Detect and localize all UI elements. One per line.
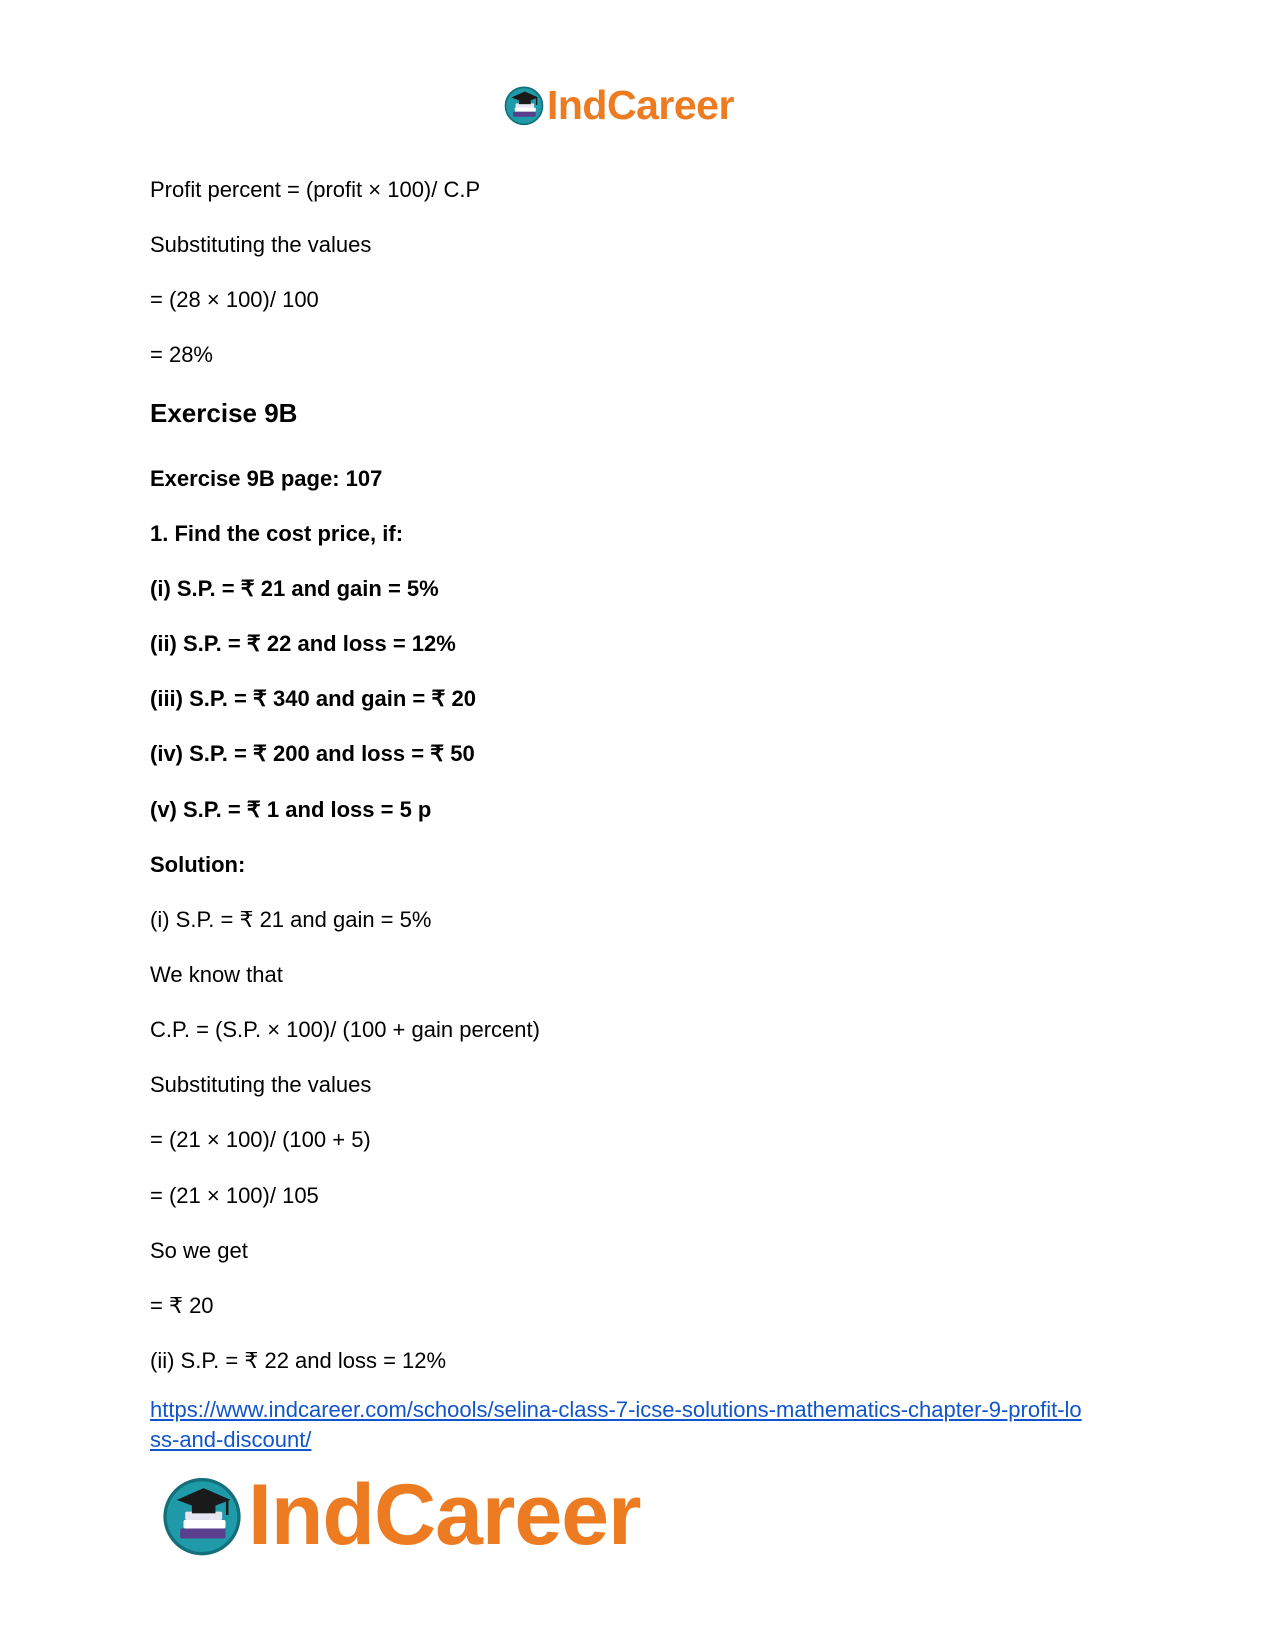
text-line: = (21 × 100)/ (100 + 5) bbox=[150, 1127, 371, 1152]
text-line: (ii) S.P. = ₹ 22 and loss = 12% bbox=[150, 1348, 447, 1373]
text-line: Substituting the values bbox=[150, 232, 372, 257]
footer-logo bbox=[160, 1465, 641, 1565]
graduation-cap-books-icon bbox=[160, 1473, 244, 1557]
text-line: We know that bbox=[150, 962, 283, 987]
question-title: 1. Find the cost price, if: bbox=[150, 521, 404, 546]
logo-wordmark: IndCareer bbox=[547, 81, 734, 128]
link-line-1: https://www.indcareer.com/schools/selina-class-7-icse-solutions-mathematics-chapter-9-profit-lo bbox=[150, 1397, 1082, 1422]
link-line-2: ss-and-discount/ bbox=[150, 1427, 312, 1452]
question-part: (ii) S.P. = ₹ 22 and loss = 12% bbox=[150, 631, 456, 656]
source-url-link[interactable] bbox=[150, 1395, 1130, 1455]
graduation-cap-books-icon bbox=[503, 84, 545, 126]
text-line: Profit percent = (profit × 100)/ C.P bbox=[150, 177, 481, 202]
text-line: = 28% bbox=[150, 342, 213, 367]
section-heading: Exercise 9B bbox=[150, 398, 298, 428]
header-logo bbox=[503, 80, 734, 130]
exercise-page-label: Exercise 9B page: 107 bbox=[150, 466, 383, 491]
solution-label: Solution: bbox=[150, 852, 246, 877]
logo-wordmark: IndCareer bbox=[248, 1467, 641, 1563]
text-line: So we get bbox=[150, 1238, 248, 1263]
question-part: (iv) S.P. = ₹ 200 and loss = ₹ 50 bbox=[150, 741, 475, 766]
text-line: C.P. = (S.P. × 100)/ (100 + gain percent) bbox=[150, 1017, 540, 1042]
text-line: = (28 × 100)/ 100 bbox=[150, 287, 319, 312]
text-line: (i) S.P. = ₹ 21 and gain = 5% bbox=[150, 907, 432, 932]
question-part: (iii) S.P. = ₹ 340 and gain = ₹ 20 bbox=[150, 686, 476, 711]
text-line: Substituting the values bbox=[150, 1072, 372, 1097]
question-part: (i) S.P. = ₹ 21 and gain = 5% bbox=[150, 576, 439, 601]
question-part: (v) S.P. = ₹ 1 and loss = 5 p bbox=[150, 797, 432, 822]
text-line: = (21 × 100)/ 105 bbox=[150, 1183, 319, 1208]
text-line: = ₹ 20 bbox=[150, 1293, 214, 1318]
